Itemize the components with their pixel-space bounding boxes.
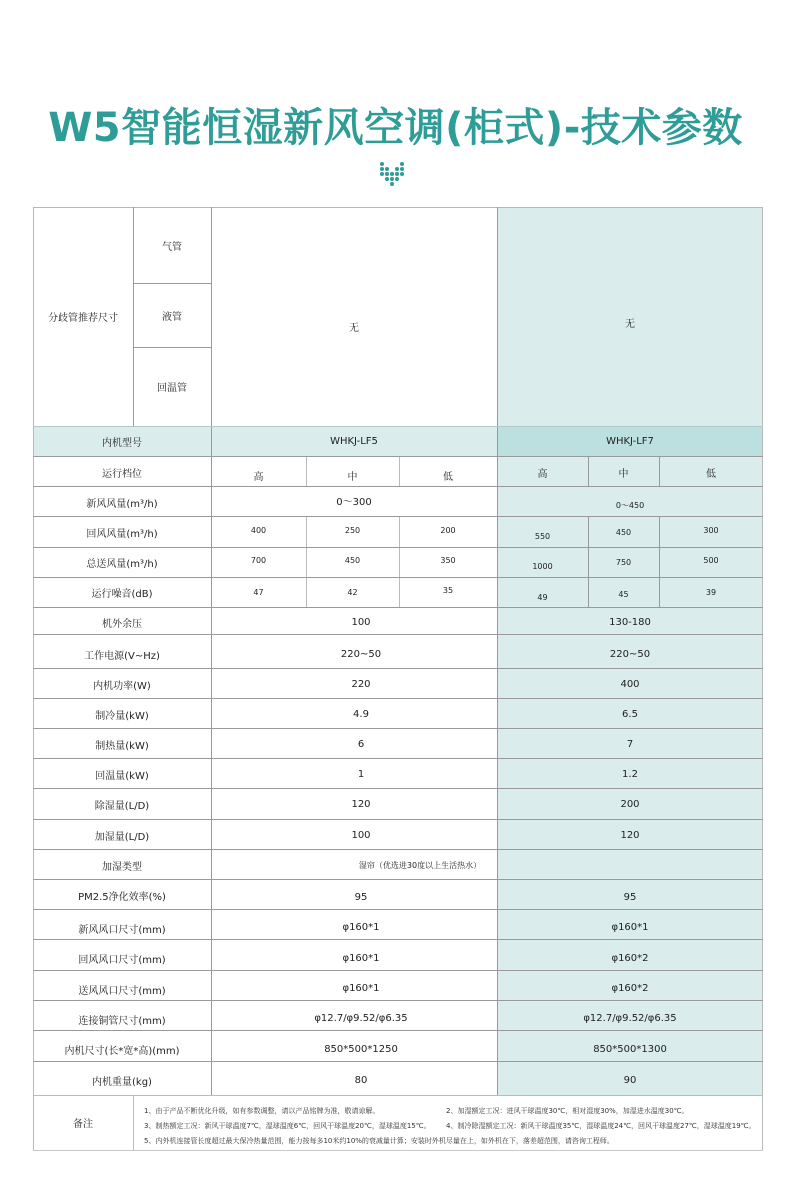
- grid-line: [33, 939, 763, 940]
- grid-line: [588, 517, 589, 607]
- row-label: 连接铜管尺寸(mm): [78, 1015, 166, 1027]
- model-lf5: WHKJ-LF5: [330, 436, 378, 447]
- row-label: 机外余压: [102, 618, 142, 630]
- grid-line: [33, 1061, 763, 1062]
- grid-line: [659, 517, 660, 607]
- grid-line: [399, 517, 400, 607]
- lf5-cell: 350: [440, 555, 456, 565]
- speed-label: 运行档位: [102, 468, 142, 480]
- lf7-cell: 130-180: [609, 616, 651, 628]
- lf7-cell: φ160*2: [611, 982, 649, 994]
- row-label: 除湿量(L/D): [94, 801, 150, 812]
- grid-line: [33, 698, 763, 699]
- lf5-fresh-air: 0～300: [336, 496, 372, 508]
- lf5-cell: φ12.7/φ9.52/φ6.35: [314, 1012, 408, 1024]
- lf5-cell: φ160*1: [342, 921, 380, 933]
- row-label: 回风风口尺寸(mm): [78, 954, 166, 966]
- lf5-cell: 220: [351, 678, 371, 690]
- table-border-top: [33, 207, 763, 208]
- grid-line: [33, 819, 763, 820]
- lf7-cell: 1000: [532, 561, 553, 571]
- grid-line: [133, 347, 211, 348]
- row-label: 运行噪音(dB): [91, 588, 153, 600]
- grid-line: [33, 668, 763, 669]
- row-label: 工作电源(V~Hz): [84, 650, 160, 662]
- grid-line: [33, 486, 763, 487]
- branch-pipe-label: 分歧管推荐尺寸: [48, 313, 118, 324]
- lf7-cell: 550: [534, 531, 551, 541]
- lf7-speed-low: 低: [706, 468, 716, 480]
- note-item: 3、制热额定工况：新风干球温度7℃，湿球温度6℃，回风干球温度20℃，湿球温度15℃。: [144, 1122, 431, 1130]
- lf5-cell: 200: [440, 525, 456, 535]
- row-label: 新风风口尺寸(mm): [78, 924, 166, 936]
- lf5-cell: 400: [250, 525, 267, 535]
- note-item: 5、内外机连接管长度超过最大保冷热量范围，能力按每多10米约10%的衰减量计算；安装时外机尽量在上，如外机在下，落差超范围，请咨询工程师。: [144, 1137, 614, 1145]
- row-label: 内机重量(kg): [92, 1076, 152, 1088]
- lf7-speed-mid: 中: [618, 468, 629, 480]
- table-border-right: [762, 207, 763, 1150]
- grid-line: [659, 457, 660, 487]
- lf7-cell: φ160*2: [611, 952, 649, 964]
- lf7-cell: 49: [537, 592, 548, 602]
- lf5-cell: 100: [351, 829, 371, 841]
- lf7-cell: 220~50: [609, 648, 651, 660]
- lf7-cell: 90: [623, 1074, 637, 1086]
- lf7-branch-value: 无: [625, 318, 635, 330]
- lf5-cell: 47: [253, 587, 264, 597]
- lf7-cell: 450: [615, 527, 632, 537]
- lf7-cell: 300: [703, 525, 719, 535]
- model-lf7: WHKJ-LF7: [606, 436, 654, 447]
- lf5-cell: 42: [347, 587, 358, 597]
- grid-line: [211, 207, 212, 1095]
- lf7-cell: 500: [703, 555, 719, 565]
- lf5-cell: φ160*1: [342, 982, 380, 994]
- grid-line: [33, 426, 763, 427]
- table-border-bottom: [33, 1150, 763, 1151]
- grid-line: [33, 547, 763, 548]
- grid-line: [588, 457, 589, 487]
- note-item: 2、加湿额定工况：进风干球温度30℃，相对湿度30%，加湿进水温度30℃。: [446, 1107, 689, 1115]
- row-label: 回风风量(m³/h): [86, 528, 158, 540]
- lf5-cell: 6: [357, 738, 365, 750]
- lf7-cell: 1.2: [622, 768, 638, 780]
- row-label: 总送风量(m³/h): [86, 558, 158, 570]
- row-label: 加湿量(L/D): [94, 831, 150, 843]
- lf7-cell: 95: [623, 891, 637, 903]
- grid-line: [33, 849, 763, 850]
- grid-line: [497, 207, 498, 1095]
- row-label: 制热量(kW): [95, 740, 149, 752]
- lf5-cell: 100: [351, 616, 371, 628]
- lf7-cell: φ160*1: [611, 921, 649, 933]
- grid-line: [133, 207, 134, 426]
- page-title: W5智能恒湿新风空调(柜式)-技术参数: [48, 105, 743, 151]
- grid-line: [33, 728, 763, 729]
- row-label: 制冷量(kW): [95, 710, 149, 722]
- row-label: 加湿类型: [102, 861, 142, 873]
- lf7-cell: 750: [615, 557, 632, 567]
- lf5-speed-high: 高: [253, 471, 264, 483]
- note-item: 1、由于产品不断优化升级，如有参数调整，请以产品铭牌为准，敬请谅解。: [144, 1107, 380, 1115]
- row-label: 内机尺寸(长*宽*高)(mm): [64, 1046, 180, 1057]
- grid-line: [306, 457, 307, 487]
- grid-line: [33, 634, 763, 635]
- grid-line: [33, 456, 763, 457]
- lf7-cell: 6.5: [622, 708, 638, 720]
- lf7-cell: 850*500*1300: [593, 1044, 667, 1055]
- grid-line: [33, 758, 763, 759]
- table-border-left: [33, 207, 34, 1150]
- lf7-cell: 45: [618, 589, 629, 599]
- lf5-speed-mid: 中: [347, 471, 358, 483]
- lf7-speed-high: 高: [537, 468, 548, 480]
- lf7-cell: 200: [620, 799, 640, 810]
- gas-pipe-label: 气管: [162, 241, 182, 253]
- row-label: 新风风量(m³/h): [86, 498, 158, 510]
- grid-line: [33, 1095, 763, 1096]
- lf7-cell: φ12.7/φ9.52/φ6.35: [583, 1012, 677, 1024]
- grid-line: [33, 909, 763, 910]
- grid-line: [33, 788, 763, 789]
- row-label: PM2.5净化效率(%): [78, 891, 166, 903]
- lf5-cell: 35: [442, 585, 454, 595]
- liquid-pipe-label: 液管: [162, 311, 182, 323]
- lf5-cell: 4.9: [353, 708, 369, 720]
- row-label: 回温量(kW): [95, 770, 149, 782]
- lf5-branch-value: 无: [349, 322, 359, 334]
- lf7-cell: 120: [620, 829, 640, 841]
- lf5-cell: 850*500*1250: [324, 1044, 398, 1055]
- lf5-cell: 95: [354, 891, 368, 903]
- lf5-speed-low: 低: [443, 471, 453, 483]
- grid-line: [33, 607, 763, 608]
- lf5-cell: 220~50: [340, 648, 382, 660]
- lf7-cell: 39: [705, 587, 717, 597]
- lf5-cell: 700: [250, 555, 267, 565]
- lf5-cell: 250: [344, 525, 361, 535]
- lf7-fresh-air: 0～450: [615, 500, 645, 510]
- notes-label: 备注: [73, 1119, 93, 1130]
- note-item: 4、制冷除湿额定工况：新风干球温度35℃，湿球温度24℃，回风干球温度27℃，湿球温度19℃。: [446, 1122, 756, 1130]
- lf5-humidify-type: 湿帘（优选进30度以上生活热水）: [358, 860, 482, 870]
- grid-line: [33, 1000, 763, 1001]
- lf7-cell: 400: [620, 678, 640, 690]
- grid-line: [399, 457, 400, 487]
- lf7-cell: 7: [626, 738, 634, 750]
- lf5-cell: 450: [344, 555, 361, 565]
- grid-line: [33, 970, 763, 971]
- lf5-cell: 120: [351, 799, 371, 810]
- grid-line: [33, 1030, 763, 1031]
- grid-line: [33, 577, 763, 578]
- grid-line: [33, 879, 763, 880]
- row-label: 送风风口尺寸(mm): [78, 985, 166, 997]
- lf5-cell: 80: [354, 1074, 368, 1086]
- lf5-cell: 1: [357, 768, 365, 780]
- grid-line: [33, 516, 763, 517]
- brand-dots-v-icon: [379, 161, 405, 187]
- lf5-cell: φ160*1: [342, 952, 380, 964]
- row-label: 内机功率(W): [93, 680, 151, 692]
- grid-line: [306, 517, 307, 607]
- grid-line: [133, 1095, 134, 1150]
- lf7-cell: [497, 850, 763, 880]
- grid-line: [133, 283, 211, 284]
- model-label: 内机型号: [102, 438, 142, 449]
- return-temp-pipe-label: 回温管: [157, 383, 187, 394]
